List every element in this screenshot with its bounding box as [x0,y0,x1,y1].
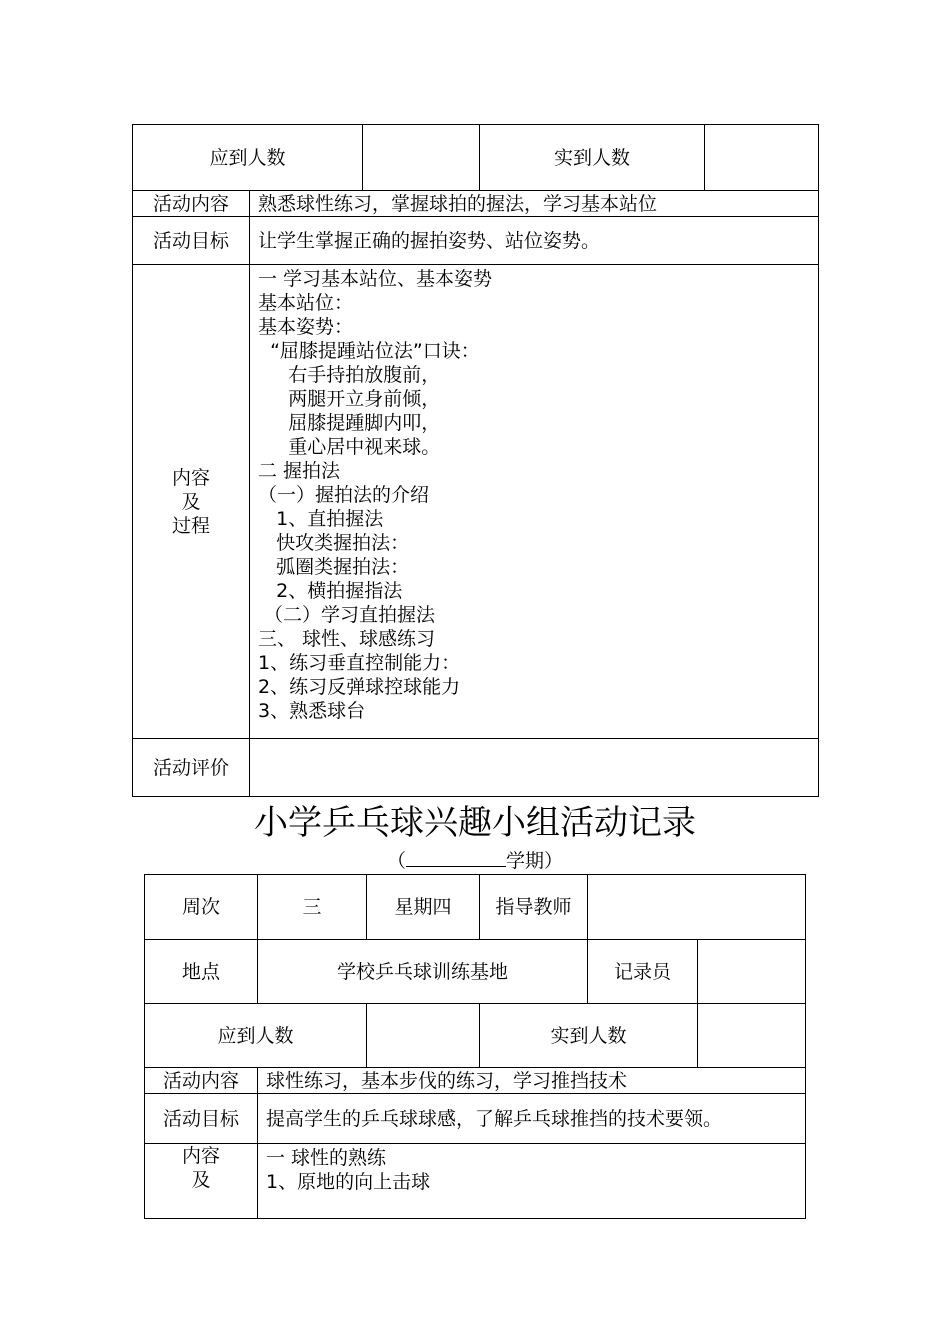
recorder-label: 记录员 [588,940,698,1004]
process-label-line: 过程 [171,514,210,537]
actual-attendance-label: 实到人数 [480,125,705,191]
activity-record-table-1 [132,124,819,797]
process-line: “屈膝提踵站位法”口诀： [258,340,480,362]
activity-goal-label: 活动目标 [133,217,250,265]
process-line: 基本姿势： [258,316,354,338]
week-value: 三 [258,875,367,940]
process-line: 1、直拍握法 [258,508,384,530]
weekday-value: 星期四 [367,875,480,940]
process-content [250,265,819,739]
process-line: 2、练习反弹球控球能力 [258,676,461,698]
process-line: 三、 球性、球感练习 [258,628,436,650]
process-line: 2、横拍握指法 [258,580,403,602]
recorder-value [698,940,806,1004]
process-line: 二 握拍法 [258,460,341,482]
process-content [258,1144,806,1219]
process-label-line: 内容 [181,1145,220,1167]
process-line: （一）握拍法的介绍 [258,484,430,506]
semester-label: 学期） [506,850,564,872]
expected-attendance-value [367,1004,480,1068]
activity-evaluation-label: 活动评价 [133,739,250,797]
semester-line [0,848,950,873]
process-line: 重心居中视来球。 [258,436,441,458]
activity-goal-value: 提高学生的乒乓球球感，了解乒乓球推挡的技术要领。 [258,1094,806,1144]
activity-evaluation-value [250,739,819,797]
activity-content-label: 活动内容 [145,1068,258,1094]
expected-attendance-label: 应到人数 [133,125,363,191]
location-value: 学校乒乓球训练基地 [258,940,588,1004]
actual-attendance-value [705,125,819,191]
process-label-line: 内容 [171,466,210,489]
process-line: 弧圈类握拍法： [258,556,410,578]
activity-goal-value: 让学生掌握正确的握拍姿势、站位姿势。 [250,217,819,265]
process-line: 1、练习垂直控制能力： [258,652,461,674]
process-line: 一 学习基本站位、基本姿势 [258,268,493,290]
process-label [133,265,250,739]
process-line: 1、原地的向上击球 [266,1171,431,1193]
week-label: 周次 [145,875,258,940]
teacher-label: 指导教师 [480,875,588,940]
process-label [145,1144,258,1219]
process-line: 右手持拍放腹前， [258,364,441,386]
process-line: 基本站位： [258,292,354,314]
location-label: 地点 [145,940,258,1004]
process-line: 屈膝提踵脚内叩， [258,412,441,434]
process-line: 一 球性的熟练 [266,1147,387,1169]
process-label-line: 及 [181,490,201,513]
activity-content-value: 球性练习，基本步伐的练习，学习推挡技术 [258,1068,806,1094]
process-line: 3、熟悉球台 [258,700,366,722]
activity-content-label: 活动内容 [133,191,250,217]
process-line: 两腿开立身前倾， [258,388,441,410]
actual-attendance-label: 实到人数 [480,1004,698,1068]
activity-record-table-2 [144,874,806,1219]
teacher-value [588,875,806,940]
process-label-line: 及 [191,1169,211,1191]
process-line: 快攻类握拍法： [258,532,410,554]
semester-open-paren: （ [386,850,406,872]
page-title: 小学乒乓球兴趣小组活动记录 [254,803,696,843]
expected-attendance-label: 应到人数 [145,1004,367,1068]
semester-blank [406,848,506,867]
expected-attendance-value [363,125,480,191]
activity-content-value: 熟悉球性练习，掌握球拍的握法，学习基本站位 [250,191,819,217]
process-line: （二）学习直拍握法 [258,604,436,626]
activity-goal-label: 活动目标 [145,1094,258,1144]
actual-attendance-value [698,1004,806,1068]
